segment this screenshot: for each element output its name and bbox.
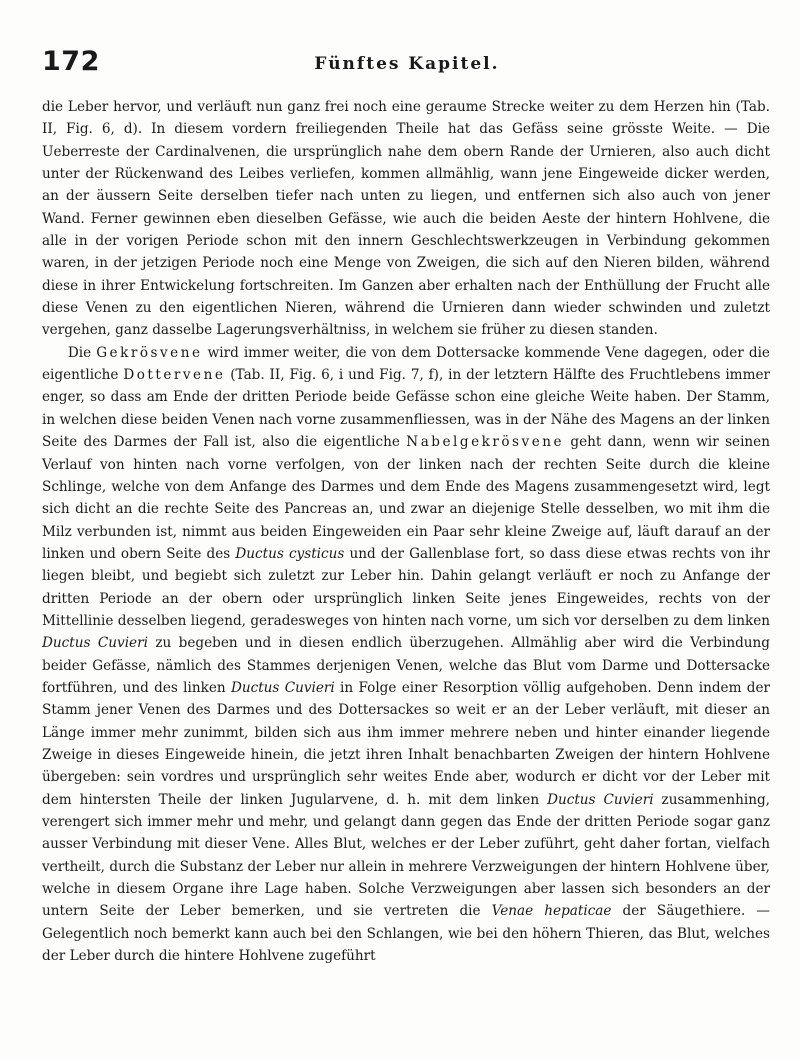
body-text [42, 96, 770, 967]
text-run: Die [67, 344, 97, 361]
latin-term: Ductus cysticus [235, 545, 345, 562]
text-run: wird immer weiter, die von dem Dottersacke kommende Vene dagegen, oder die eigentliche [42, 344, 770, 384]
text-run: die Leber hervor, und verläuft nun ganz frei noch eine geraume Strecke weiter zu dem Herzen hin (Tab. II, Fig. 6, d). In diesem vordern freiliegenden Theile hat das Gefäss seine grösste Weite. — Die Ueberreste der Cardinalvenen, die ursprünglich nahe dem obern Rande der Urnieren, also auch dicht unter der Rückenwand des Leibes verliefen, kommen allmählig, wann jene Eingeweide dicker werden, an der äussern Seite derselben tiefer nach unten zu liegen, und entfernen sich also auch von jener Wand. Ferner gewinnen eben dieselben Gefässe, wie auch die beiden Aeste der hintern Hohlvene, die alle in der vorigen Periode schon mit den innern Geschlechtswerkzeugen in Verbindung gekommen waren, in der jetzigen Periode noch eine Menge von Zweigen, die sich auf den Nieren bilden, während diese in ihrer Entwickelung fortschreiten. Im Ganzen aber erhalten nach der Enthüllung der Frucht alle diese Venen zu den eigentlichen Nieren, während die Urnieren dann wieder schwinden und zuletzt vergehen, ganz dasselbe Lagerungsverhältniss, in welchem sie früher zu diesen standen. [42, 99, 770, 339]
text-run: zu begeben und in diesen endlich überzugehen. Allmählig aber wird die Verbindung beider Gefässe, nämlich des Stammes derjenigen Venen, welche das Blut vom Darme und Dottersacke fortführen, und des linken [42, 635, 770, 696]
text-run: in Folge einer Resorption völlig aufgehoben. Denn indem der Stamm jener Venen des Darmes und des Dottersackes so weit er an der Leber verläuft, mit dieser an Länge immer mehr zunimmt, bilden sich aus ihm immer mehrere neben und hinter einander liegende Zweige in dieses Eingeweide hinein, die jetzt ihren Inhalt benachbarten Zweigen der hintern Hohlvene übergeben: sein vordres und ursprünglich sehr weites Ende aber, wodurch er dicht vor der Leber mit dem hintersten Theile der linken Jugularvene, d. h. mit dem linken [42, 679, 770, 808]
text-run: geht dann, wenn wir seinen Verlauf von hinten nach vorne verfolgen, von der linken nach der rechten Seite durch die kleine Schlinge, welche von dem Anfange des Darmes und dem Ende des Magens zusammengesetzt wird, legt sich dicht an die rechte Seite des Pancreas an, und zwar an diejenige Stelle desselben, wo mit ihm die Milz verbunden ist, nimmt aus beiden Eingeweiden ein Paar sehr kleine Zweige auf, läuft darauf an der linken und obern Seite des [42, 434, 770, 562]
latin-term: Ductus Cuvieri [547, 791, 654, 808]
latin-term: Venae hepaticae [491, 903, 612, 920]
emphasized-term: Nabelgekrösvene [406, 434, 565, 451]
paragraph [42, 96, 770, 342]
latin-term: Ductus Cuvieri [230, 679, 335, 696]
running-title: Fünftes Kapitel. [314, 54, 500, 74]
text-run: zusammenhing, verengert sich immer mehr und mehr, und gelangt dann gegen das Ende der dritten Periode sogar ganz ausser Verbindung mit dieser Vene. Alles Blut, welches er der Leber zuführt, geht daher fortan, vielfach vertheilt, durch die Substanz der Leber nur allein in mehrere Verzweigungen der hintern Hohlvene über, welche in diesem Organe ihre Lage haben. Solche Verzweigungen aber lassen sich besonders an der untern Seite der Leber bemerken, und sie vertreten die [42, 791, 770, 920]
latin-term: Ductus Cuvieri [42, 635, 148, 652]
page-header [42, 46, 772, 90]
paragraph [42, 342, 770, 968]
text-run: und der Gallenblase fort, so dass diese etwas rechts von ihr liegen bleibt, und begiebt sich zuletzt zur Leber hin. Dahin gelangt verläuft er noch zu Anfange der dritten Periode an der obern oder ursprünglich linken Seite jenes Eingeweides, rechts von der Mittellinie desselben liegend, geradesweges von hinten nach vorne, um sich vor derselben zu dem linken [42, 545, 770, 629]
page-number: 172 [42, 46, 100, 77]
emphasized-term: Gekrösvene [96, 344, 203, 361]
emphasized-term: Dottervene [123, 367, 226, 384]
text-run: (Tab. II, Fig. 6, i und Fig. 7, f), in der letztern Hälfte des Fruchtlebens immer enger, so dass am Ende der dritten Periode beide Gefässe schon eine gleiche Weite haben. Der Stamm, in welchen diese beiden Venen nach vorne zusammenfliessen, was in der Nähe des Magens an der linken Seite des Darmes der Fall ist, also die eigentliche [42, 367, 770, 451]
text-run: der Säugethiere. — Gelegentlich noch bemerkt kann auch bei den Schlangen, wie bei den höhern Thieren, das Blut, welches der Leber durch die hintere Hohlvene zugeführt [42, 903, 770, 965]
